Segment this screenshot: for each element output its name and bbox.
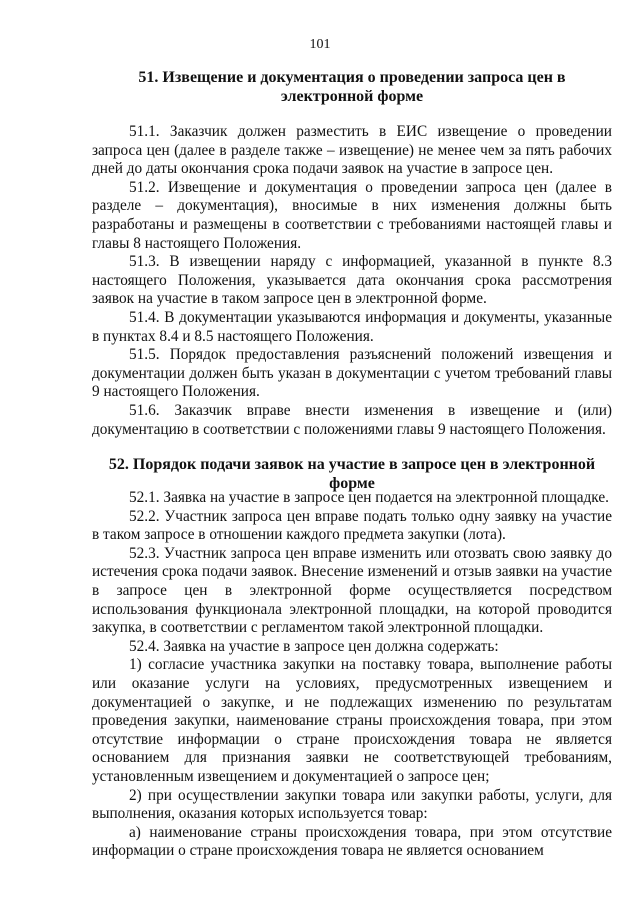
paragraph-51-2: 51.2. Извещение и документация о проведении запроса цен (далее в разделе – документация), вносимые в них изменения должны быть разработаны и размещены в соответствии с требованиями настоящей главы и главы 8 настоящего Положения. [92, 178, 612, 252]
sub-item-52-4-2-a: а) наименование страны происхождения товара, при этом отсутствие информации о стране происхождения товара не является основанием [92, 823, 612, 860]
page-number: 101 [309, 37, 331, 52]
paragraph-52-2: 52.2. Участник запроса цен вправе подать только одну заявку на участие в таком запросе в отношении каждого предмета закупки (лота). [92, 507, 612, 544]
paragraph-51-4: 51.4. В документации указываются информация и документы, указанные в пунктах 8.4 и 8.5 настоящего Положения. [92, 308, 612, 345]
paragraph-51-1: 51.1. Заказчик должен разместить в ЕИС извещение о проведении запроса цен (далее в разделе также – извещение) не менее чем за пять рабочих дней до даты окончания срока подачи заявок на участие в запросе цен. [92, 123, 612, 178]
paragraph-52-1: 52.1. Заявка на участие в запросе цен подается на электронной площадке. [129, 489, 609, 506]
list-item-52-4-2: 2) при осуществлении закупки товара или закупки работы, услуги, для выполнения, оказания которых используется товар: [92, 786, 612, 823]
paragraph-52-4: 52.4. Заявка на участие в запросе цен должна содержать: [129, 637, 499, 655]
paragraph-51-6: 51.6. Заказчик вправе внести изменения в извещение и (или) документацию в соответствии с положениями главы 9 настоящего Положения. [92, 401, 612, 438]
section-51-title: 51. Извещение и документация о проведении запроса цен в электронной форме [138, 69, 566, 105]
paragraph-52-3: 52.3. Участник запроса цен вправе изменить или отозвать свою заявку до истечения срока подачи заявок. Внесение изменений и отзыв заявки на участие в запросе цен в электронной форме осуществляется посредством использования функционала электронной площадки, на которой проводится закупка, в соответствии с регламентом такой электронной площадки. [92, 544, 612, 637]
list-item-52-4-1: 1) согласие участника закупки на поставку товара, выполнение работы или оказание услуги на условиях, предусмотренных извещением и документацией о закупке, и не подлежащих изменению по результатам проведения закупки, наименование страны происхождения товара, при этом отсутствие информации о стране происхождения товара не является основанием для признания заявки не соответствующей требованиям, установленным извещением и документацией о запросе цен; [92, 656, 612, 785]
paragraph-51-3: 51.3. В извещении наряду с информацией, указанной в пункте 8.3 настоящего Положения, указывается дата окончания срока рассмотрения заявок на участие в таком запросе цен в электронной форме. [92, 253, 612, 308]
section-52-body [92, 489, 612, 861]
section-52-title: 52. Порядок подачи заявок на участие в запросе цен в электронной форме [108, 456, 596, 492]
section-51-body [92, 123, 612, 439]
paragraph-51-5: 51.5. Порядок предоставления разъяснений положений извещения и документации должен быть указан в документации с учетом требований главы 9 настоящего Положения. [92, 346, 612, 401]
